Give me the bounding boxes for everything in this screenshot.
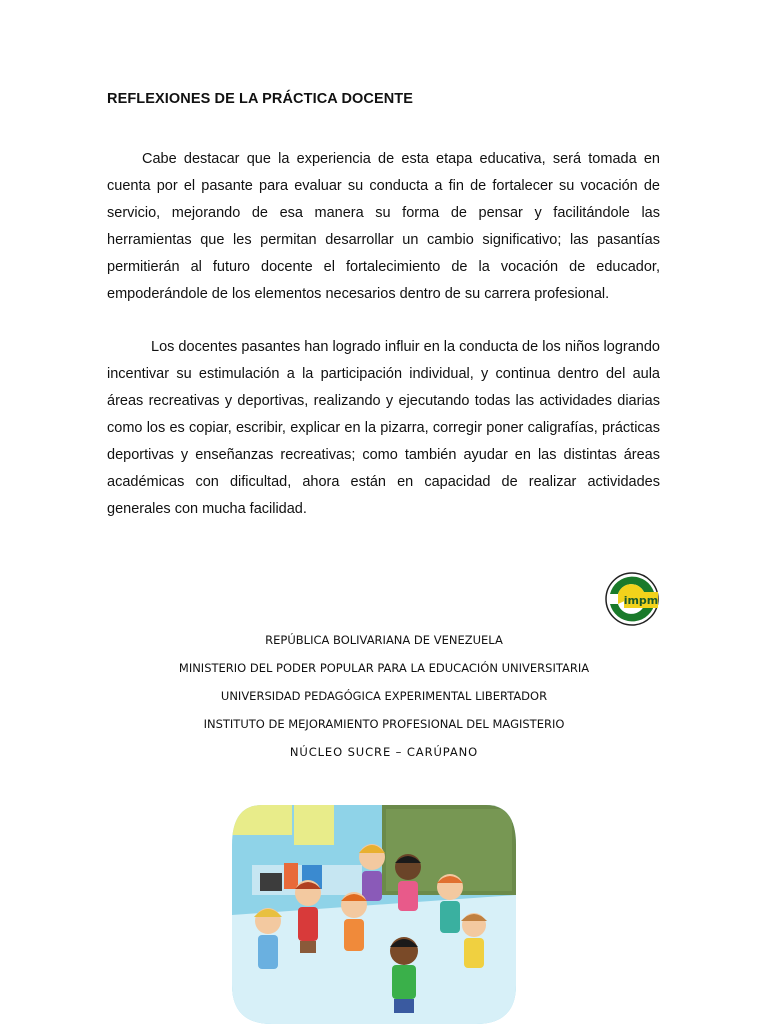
svg-text:impm: impm (623, 594, 659, 607)
institution-line-5: NÚCLEO SUCRE – CARÚPANO (289, 745, 479, 759)
impm-logo-icon (604, 570, 660, 628)
page-title: REFLEXIONES DE LA PRÁCTICA DOCENTE (107, 91, 414, 107)
paragraph-2: Los docentes pasantes han logrado influir en la conducta de los niños logrando incentivar su estimulación a la participación individual, y continua dentro del aula áreas recreativas y deportivas, realizando y ejecutando todas las actividades diarias como los es copiar, escribir, explicar en la pizarra, corregir poner caligrafías, prácticas deportivas y enseñanzas recreativas; como también ayudar en las distintas áreas académicas con dificultad, ahora están en capacidad de realizar actividades generales con mucha facilidad. (107, 339, 660, 517)
institution-line-1: REPÚBLICA BOLIVARIANA DE VENEZUELA (265, 633, 503, 647)
children-classroom-illustration-icon (232, 805, 516, 1024)
institution-line-2: MINISTERIO DEL PODER POPULAR PARA LA EDUCACIÓN UNIVERSITARIA (178, 661, 590, 675)
institution-line-3: UNIVERSIDAD PEDAGÓGICA EXPERIMENTAL LIBERTADOR (220, 689, 548, 703)
paragraph-1: Cabe destacar que la experiencia de esta etapa educativa, será tomada en cuenta por el pasante para evaluar su conducta a fin de fortalecer su vocación de servicio, mejorando de esa manera su forma de pensar y facilitándole las herramientas que les permitan desarrollar un cambio significativo; las pasantías permitierán al futuro docente el fortalecimiento de la vocación de educador, empoderándole de los elementos necesarios dentro de su carrera profesional. (107, 151, 660, 302)
institution-line-4: INSTITUTO DE MEJORAMIENTO PROFESIONAL DEL MAGISTERIO (203, 717, 565, 731)
